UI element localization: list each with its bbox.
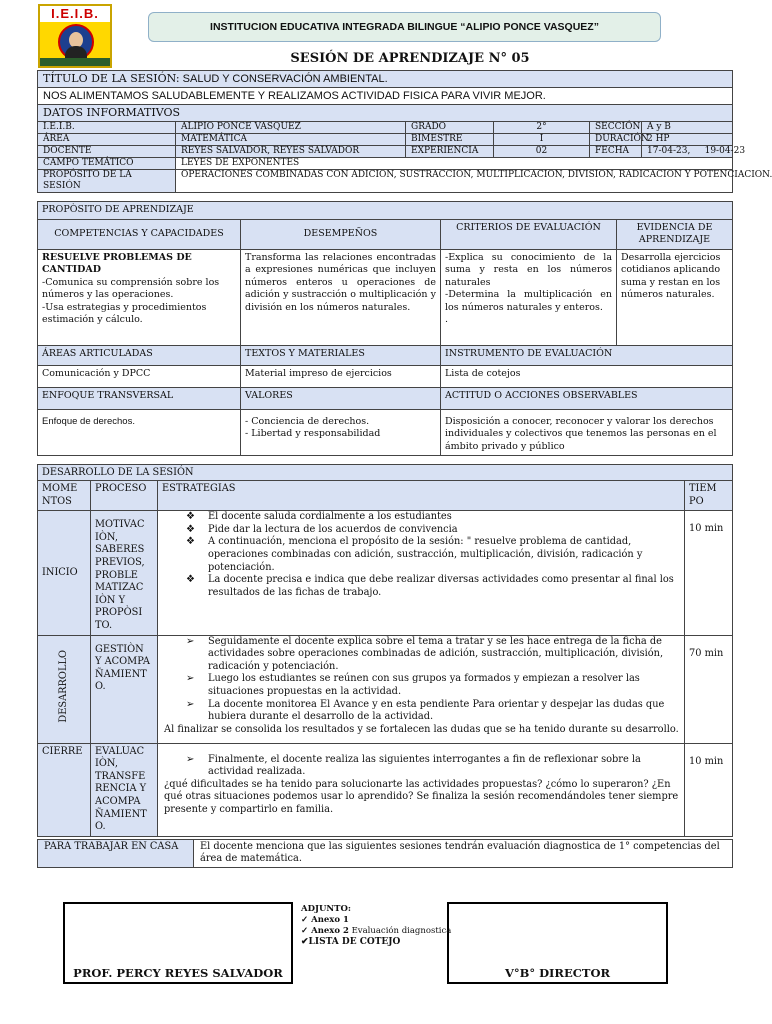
- desarrollo-heading: DESARROLLO DE LA SESIÓN: [38, 465, 733, 481]
- estrategias-cierre: [162, 754, 680, 779]
- arrow-bullet-icon: ➢: [186, 753, 195, 765]
- header-valores: VALORES: [241, 387, 441, 409]
- titulo-value: SALUD Y CONSERVACIÓN AMBIENTAL.: [179, 73, 388, 85]
- estrategias-inicio: [162, 511, 680, 599]
- datos-informativos-heading: DATOS INFORMATIVOS: [38, 105, 733, 122]
- check-icon: ✓: [301, 915, 312, 925]
- value-docente: REYES SALVADOR, REYES SALVADOR: [176, 146, 406, 158]
- firma-director-label: V°B° DIRECTOR: [504, 966, 611, 980]
- logo-abbrev: I.E.I.B.: [40, 6, 110, 22]
- arrow-bullet-icon: ➢: [186, 698, 195, 710]
- momento-desarrollo: DESARROLLO: [57, 650, 69, 724]
- value-area: MATEMÁTICA: [176, 134, 406, 146]
- arrow-bullet-icon: ➢: [186, 635, 195, 647]
- check-icon: ✓: [301, 926, 312, 936]
- adjunto-item-1: Anexo 1: [311, 915, 349, 925]
- competencia-title: RESUELVE PROBLEMAS DE CANTIDAD: [42, 251, 192, 275]
- header-competencias: COMPETENCIAS Y CAPACIDADES: [38, 219, 241, 249]
- valor-1: - Conciencia de derechos.: [245, 415, 370, 427]
- header-proceso: PROCESO: [91, 481, 158, 511]
- list-item: ➢ Luego los estudiantes se reúnen con sus grupos ya formados y empiezan a resolver las situaciones propuestas en la actividad.: [186, 673, 640, 697]
- proceso-cierre: EVALUAC IÒN, TRANSFE RENCIA Y ACOMPA ÑAMIENT O.: [91, 743, 158, 836]
- value-grado: 2°: [494, 122, 590, 134]
- tiempo-cierre: 10 min: [685, 743, 733, 836]
- desarrollo-table: [37, 464, 733, 837]
- adjunto-item-3: LISTA DE COTEJO: [308, 937, 401, 947]
- criterio-3: .: [445, 314, 449, 325]
- label-proposito: PROPÓSITO DE LA SESIÓN: [38, 170, 176, 193]
- label-experiencia: EXPERIENCIA: [406, 146, 494, 158]
- value-campo: LEYES DE EXPONENTES: [176, 158, 733, 170]
- cierre-closing: ¿qué dificultades se ha tenido para solucionarte las actividades propuestas? ¿cómo lo superaron? ¿En qué otras situaciones podemos usar lo aprendido? Se finaliza la sesión recomendándoles tener siempre presente y compartirlo en familia.: [164, 778, 679, 815]
- page-title: SESIÓN DE APRENDIZAJE N° 05: [290, 51, 530, 66]
- evidencia-text: Desarrolla ejercicios cotidianos aplicando suma y restan en los números naturales.: [617, 249, 733, 345]
- logo-emblem-icon: [58, 24, 94, 60]
- textos-value: Material impreso de ejercicios: [241, 365, 441, 387]
- diamond-bullet-icon: ❖: [186, 574, 195, 586]
- adjunto-item-2-desc: Evaluación diagnostica: [348, 926, 452, 936]
- proceso-desarrollo: GESTIÒN Y ACOMPA ÑAMIENT O.: [91, 635, 158, 743]
- list-item: ➢ Seguidamente el docente explica sobre el tema a tratar y se les hace entrega de la ficha de actividades sobre operaciones combinadas de adición, sustracción, multiplicación, división, radicación y potenciación.: [186, 635, 664, 672]
- enfoque-value: Enfoque de derechos.: [38, 409, 241, 456]
- diamond-bullet-icon: ❖: [186, 523, 195, 535]
- estrategias-desarrollo: [162, 636, 680, 724]
- list-item: ❖ La docente precisa e indica que debe realizar diversas actividades como presentar al final los resultados de las fichas de trabajo.: [186, 574, 674, 598]
- valor-2: - Libertad y responsabilidad: [245, 428, 381, 439]
- tiempo-desarrollo: 70 min: [685, 635, 733, 743]
- proposito-table: [37, 201, 733, 456]
- school-logo: [38, 4, 112, 68]
- header-areas: ÁREAS ARTICULADAS: [38, 345, 241, 365]
- header-enfoque: ENFOQUE TRANSVERSAL: [38, 387, 241, 409]
- proceso-inicio: MOTIVAC IÒN, SABERES PREVIOS, PROBLE MATIZAC IÒN Y PROPÒSI TO.: [91, 511, 158, 635]
- value-bimestre: I: [494, 134, 590, 146]
- casa-table: [37, 839, 733, 868]
- desempeno-text: Transforma las relaciones encontradas a expresiones numéricas que incluyen números enteros u operaciones de adición y sustracción o multiplicación y división en los números naturales.: [241, 249, 441, 345]
- header-desempenos: DESEMPEÑOS: [241, 219, 441, 249]
- header-evidencia: EVIDENCIA DE APRENDIZAJE: [617, 219, 733, 249]
- desarrollo-closing: Al finalizar se consolida los resultados y se fortalecen las dudas que se ha tenido durante su desarrollo.: [164, 723, 679, 735]
- casa-text: El docente menciona que las siguientes sesiones tendrán evaluación diagnostica de 1° competencias del área de matemática.: [194, 840, 733, 868]
- value-experiencia: 02: [494, 146, 590, 158]
- label-ieib: I.E.I.B.: [38, 122, 176, 134]
- tiempo-inicio: 10 min: [685, 511, 733, 635]
- momento-inicio: INICIO: [38, 511, 91, 635]
- casa-label: PARA TRABAJAR EN CASA: [38, 840, 194, 868]
- label-docente: DOCENTE: [38, 146, 176, 158]
- label-fecha: FECHA: [590, 146, 642, 158]
- label-duracion: DURACIÓN: [590, 134, 642, 146]
- firma-director-box: [447, 902, 668, 984]
- momento-cierre: CIERRE: [38, 743, 91, 836]
- header-instrumento: INSTRUMENTO DE EVALUACIÓN: [441, 345, 733, 365]
- header-momentos: MOME NTOS: [38, 481, 91, 511]
- check-icon: ✔: [301, 937, 309, 947]
- value-ieib: ALIPIO PONCE VASQUEZ: [176, 122, 406, 134]
- capacidad-2: -Usa estrategias y procedimientos estimación y cálculo.: [42, 301, 207, 325]
- diamond-bullet-icon: ❖: [186, 536, 195, 548]
- proposito-heading: PROPÒSITO DE APRENDIZAJE: [38, 202, 733, 220]
- adjunto-item-2: Anexo 2: [311, 926, 349, 936]
- label-seccion: SECCIÓN: [590, 122, 642, 134]
- arrow-bullet-icon: ➢: [186, 673, 195, 685]
- label-area: ÁREA: [38, 134, 176, 146]
- diamond-bullet-icon: ❖: [186, 511, 195, 523]
- value-seccion: A y B: [642, 122, 733, 134]
- value-duracion: 2 HP: [642, 134, 733, 146]
- institution-banner: INSTITUCION EDUCATIVA INTEGRADA BILINGUE “ALIPIO PONCE VASQUEZ”: [148, 12, 661, 42]
- list-item: ❖ A continuación, menciona el propósito de la sesión: " resuelve problema de cantidad, operaciones combinadas con adición, sustracción, multiplicación, división, radicación y potenciación.: [186, 536, 643, 573]
- list-item: ➢ Finalmente, el docente realiza las siguientes interrogantes a fin de reflexionar sobre la actividad realizada.: [186, 753, 641, 778]
- criterio-2: -Determina la multiplicación en los números naturales y enteros.: [445, 289, 612, 313]
- adjunto-list: [301, 904, 451, 948]
- header-actitud: ACTITUD O ACCIONES OBSERVABLES: [441, 387, 733, 409]
- info-table: [37, 70, 772, 193]
- adjunto-title: ADJUNTO:: [301, 904, 352, 914]
- instrumento-value: Lista de cotejos: [441, 365, 733, 387]
- list-item: ❖ Pide dar la lectura de los acuerdos de convivencia: [186, 523, 458, 535]
- list-item: ❖ El docente saluda cordialmente a los estudiantes: [186, 511, 452, 523]
- firma-profesor-label: PROF. PERCY REYES SALVADOR: [73, 966, 283, 980]
- areas-value: Comunicación y DPCC: [38, 365, 241, 387]
- header-estrategias: ESTRATEGIAS: [158, 481, 685, 511]
- label-bimestre: BIMESTRE: [406, 134, 494, 146]
- session-subtitle: NOS ALIMENTAMOS SALUDABLEMENTE Y REALIZAMOS ACTIVIDAD FISICA PARA VIVIR MEJOR.: [38, 88, 733, 105]
- label-campo: CAMPO TEMÁTICO: [38, 158, 176, 170]
- header-criterios: CRITERIOS DE EVALUACIÓN: [441, 219, 617, 249]
- header-tiempo: TIEM PO: [685, 481, 733, 511]
- titulo-label: TÍTULO DE LA SESIÓN:: [43, 72, 180, 85]
- value-fecha: 17-04-23, 19-04-23: [642, 146, 733, 158]
- list-item: ➢ La docente monitorea El Avance y en esta pendiente Para orientar y despejar las dudas que hubiera durante el desarrollo de la actividad.: [186, 698, 665, 723]
- label-grado: GRADO: [406, 122, 494, 134]
- value-proposito: OPERACIONES COMBINADAS CON ADICION, SUSTRACCION, MULTIPLICACION, DIVISION, RADICACION Y POTENCIACION.: [176, 170, 733, 193]
- header-textos: TEXTOS Y MATERIALES: [241, 345, 441, 365]
- firma-profesor-box: [63, 902, 293, 984]
- criterio-1: -Explica su conocimiento de la suma y resta en los números naturales: [445, 251, 612, 288]
- capacidad-1: -Comunica su comprensión sobre los números y las operaciones.: [42, 276, 220, 300]
- actitud-value: Disposición a conocer, reconocer y valorar los derechos individuales y colectivos que tenemos las personas en el ámbito privado y público: [441, 409, 733, 456]
